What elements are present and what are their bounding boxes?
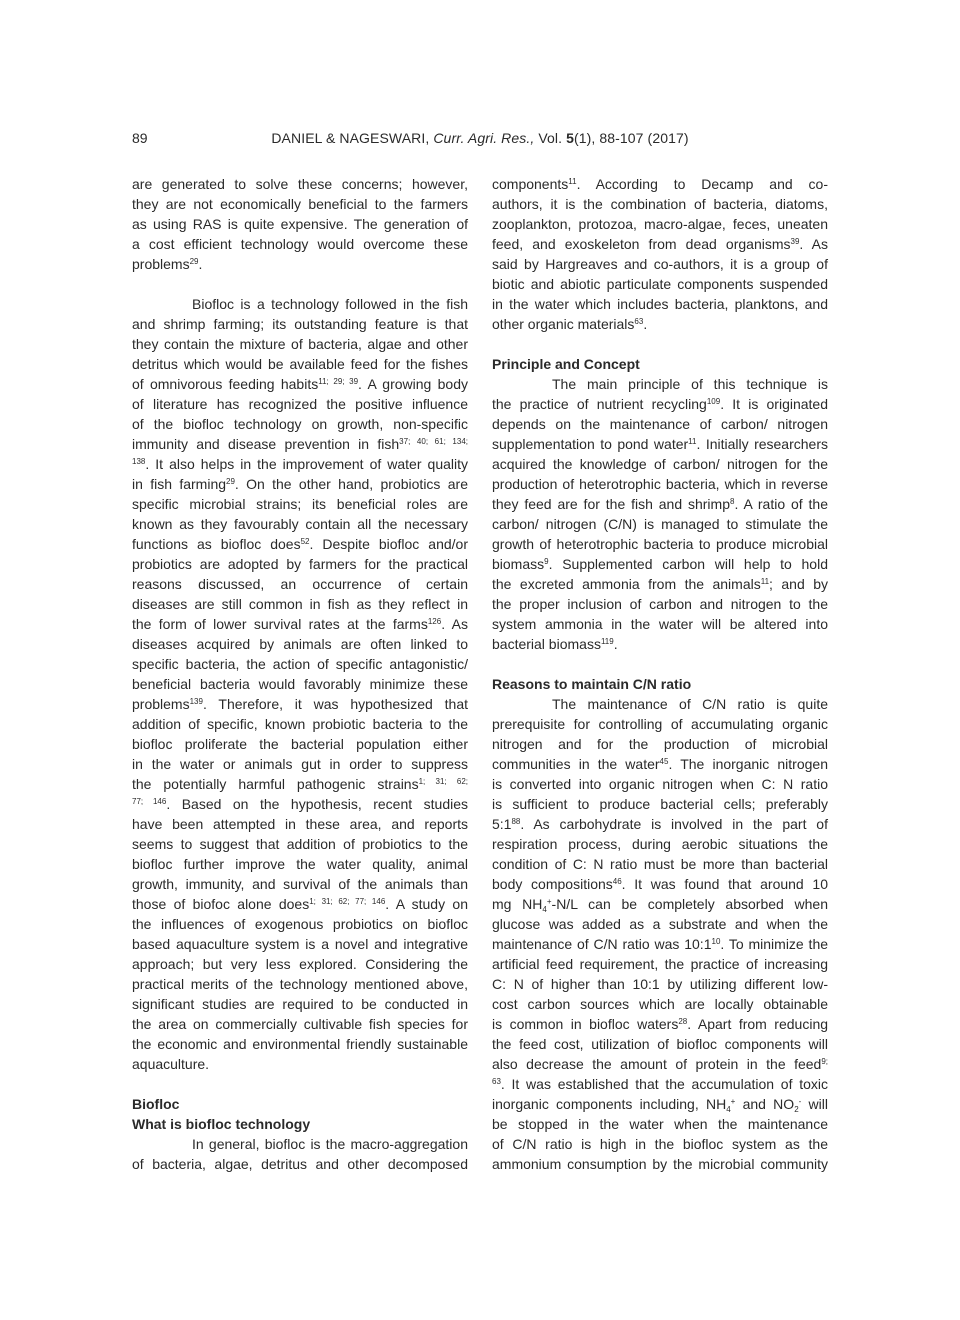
text-line — [132, 1034, 468, 1054]
text-line — [492, 1014, 828, 1034]
text-line — [132, 614, 468, 634]
text-line — [492, 534, 828, 554]
text-run: biofloc proliferate the bacterial population either — [132, 736, 468, 752]
section-heading — [492, 354, 828, 374]
text-line — [492, 714, 828, 734]
text-line — [132, 174, 468, 194]
text-run: . A ratio of the — [734, 496, 828, 512]
text-run: Principle and Concept — [492, 356, 640, 372]
text-line — [492, 1034, 828, 1054]
left-column — [132, 174, 468, 1174]
text-run: . It was found that around 10 — [621, 876, 828, 892]
text-run: of the biofloc technology on growth, non-specific — [132, 416, 468, 432]
text-line — [132, 1054, 468, 1074]
superscript: 63 — [634, 317, 644, 326]
header-issue-pages: (1), 88-107 (2017) — [573, 130, 689, 146]
text-run: they are not economically beneficial to the farmers — [132, 196, 468, 212]
text-run: the excreted ammonia from the animals — [492, 576, 761, 592]
text-line — [132, 274, 468, 294]
text-run: . The inorganic nitrogen — [668, 756, 828, 772]
text-run: are generated to solve these concerns; however, — [132, 176, 468, 192]
text-run: aquaculture. — [132, 1056, 210, 1072]
text-line — [492, 874, 828, 894]
text-line — [132, 914, 468, 934]
superscript: 77; 146 — [132, 797, 167, 806]
text-line — [132, 454, 468, 474]
text-line — [492, 214, 828, 234]
section-heading — [132, 1114, 468, 1134]
text-run: . It was established that the accumulation of toxic — [500, 1076, 828, 1092]
text-run: significant studies are required to be conducted in — [132, 996, 468, 1012]
superscript: 11 — [760, 577, 770, 586]
text-run: communities in the water — [492, 756, 660, 772]
text-line — [492, 314, 828, 334]
text-line — [132, 854, 468, 874]
text-run: the potentially harmful pathogenic strains — [132, 776, 419, 792]
text-line — [132, 334, 468, 354]
text-line — [132, 934, 468, 954]
text-line — [492, 234, 828, 254]
text-line — [492, 374, 828, 394]
superscript: 10 — [711, 937, 721, 946]
text-line — [132, 394, 468, 414]
text-line — [132, 414, 468, 434]
text-run: bacterial biomass — [492, 636, 601, 652]
text-line — [132, 814, 468, 834]
text-line — [132, 494, 468, 514]
text-run: practical merits of the technology mentioned above, — [132, 976, 468, 992]
text-line — [492, 1094, 828, 1114]
text-line — [132, 714, 468, 734]
text-line — [132, 1074, 468, 1094]
text-run: growth, immunity, and survival of the animals than — [132, 876, 468, 892]
text-run: biomass — [492, 556, 545, 572]
text-run: body compositions — [492, 876, 613, 892]
superscript: 11; 29; 39 — [318, 377, 359, 386]
text-line — [132, 994, 468, 1014]
text-run: feed, and exoskeleton from dead organisms — [492, 236, 791, 252]
superscript: 63 — [492, 1077, 501, 1086]
text-run: the proper inclusion of carbon and nitrogen to the — [492, 596, 828, 612]
text-line — [492, 994, 828, 1014]
text-line — [492, 734, 828, 754]
text-run: be stopped in the water when the maintenance — [492, 1116, 828, 1132]
text-run: other organic materials — [492, 316, 635, 332]
text-run: system ammonia in the water will be altered into — [492, 616, 828, 632]
text-run: . Based on the hypothesis, recent studies — [166, 796, 469, 812]
text-run: of C/N ratio is high in the biofloc system as the — [492, 1136, 828, 1152]
text-line — [492, 974, 828, 994]
superscript: 39 — [790, 237, 800, 246]
text-run: known as they favourably contain all the necessary — [132, 516, 468, 532]
superscript: 28 — [678, 1017, 688, 1026]
text-line — [492, 634, 828, 654]
text-run: . Therefore, it was hypothesized that — [202, 696, 468, 712]
text-run: reasons discussed, an occurrence of certain — [132, 576, 468, 592]
text-run: -N/L can be completely absorbed when — [551, 896, 828, 912]
text-run: problems — [132, 696, 190, 712]
subscript: 4 — [726, 1105, 731, 1114]
text-line — [132, 434, 468, 454]
text-run: respiration process, during aerobic situations the — [492, 836, 828, 852]
superscript: 139 — [189, 697, 203, 706]
text-line — [132, 294, 468, 314]
text-line — [492, 914, 828, 934]
text-line — [492, 654, 828, 674]
text-line — [132, 534, 468, 554]
text-run: The main principle of this technique is — [552, 376, 828, 392]
text-run: authors, it is the combination of bacteria, diatoms, — [492, 196, 828, 212]
text-line — [492, 934, 828, 954]
text-run: said by Hargreaves and co-authors, it is a group of — [492, 256, 828, 272]
text-run: . According to Decamp and co- — [576, 176, 828, 192]
text-run: diseases are still common in fish as they reflect in — [132, 596, 468, 612]
text-run: probiotics are adopted by farmers for the practical — [132, 556, 468, 572]
text-line — [492, 454, 828, 474]
text-line — [492, 594, 828, 614]
superscript: 138 — [132, 457, 146, 466]
text-run: . Apart from reducing — [687, 1016, 829, 1032]
text-run: will — [801, 1096, 829, 1112]
text-line — [132, 694, 468, 714]
text-run: glucose was added as a substrate and when the — [492, 916, 828, 932]
text-run: . To minimize the — [720, 936, 829, 952]
page-number: 89 — [132, 130, 148, 146]
text-line — [492, 694, 828, 714]
superscript: 11 — [568, 177, 577, 186]
text-run: approach; but very less explored. Considering the — [132, 956, 468, 972]
text-run: is sufficient to produce bacterial cells; preferably — [492, 796, 828, 812]
text-run: . Initially researchers — [696, 436, 828, 452]
text-run: acquired the knowledge of carbon/ nitrogen for the — [492, 456, 828, 472]
text-run: of literature has recognized the positive influence — [132, 396, 468, 412]
text-line — [132, 354, 468, 374]
superscript: + — [730, 1097, 736, 1106]
text-run: problems — [132, 256, 190, 272]
text-run: the practice of nutrient recycling — [492, 396, 707, 412]
text-line — [492, 834, 828, 854]
text-line — [132, 834, 468, 854]
text-line — [132, 374, 468, 394]
text-line — [132, 894, 468, 914]
text-run: specific microbial strains; its beneficial roles are — [132, 496, 468, 512]
header-authors: DANIEL & NAGESWARI, — [271, 130, 434, 146]
superscript: 126 — [427, 617, 442, 626]
subscript: 4 — [542, 905, 547, 914]
text-run: depends on the maintenance of carbon/ nitrogen — [492, 416, 828, 432]
text-line — [132, 314, 468, 334]
text-line — [132, 474, 468, 494]
text-line — [492, 574, 828, 594]
text-line — [492, 334, 828, 354]
text-line — [132, 634, 468, 654]
superscript: 52 — [300, 537, 310, 546]
text-line — [492, 1054, 828, 1074]
text-run: maintenance of C/N ratio was 10:1 — [492, 936, 712, 952]
text-run: . As — [799, 236, 828, 252]
text-line — [492, 614, 828, 634]
text-line — [492, 1154, 828, 1174]
text-line — [132, 674, 468, 694]
superscript: 1; 31; 62; — [418, 777, 469, 786]
text-run: carbon/ nitrogen (C/N) is managed to stimulate the — [492, 516, 828, 532]
text-line — [492, 894, 828, 914]
text-line — [132, 654, 468, 674]
text-run: cost carbon sources which are locally obtainable — [492, 996, 828, 1012]
text-run: . — [198, 256, 203, 272]
text-run: of omnivorous feeding habits — [132, 376, 319, 392]
text-run: of bacteria, algae, detritus and other decomposed — [132, 1156, 468, 1172]
text-run: have been attempted in these area, and reports — [132, 816, 468, 832]
superscript: 45 — [659, 757, 669, 766]
text-line — [492, 774, 828, 794]
text-line — [132, 234, 468, 254]
text-run: and NO — [735, 1096, 795, 1112]
header-vol-prefix: Vol. — [534, 130, 567, 146]
text-line — [492, 174, 828, 194]
text-line — [492, 954, 828, 974]
text-run: In general, biofloc is the macro-aggregation — [192, 1136, 468, 1152]
superscript: 88 — [511, 817, 521, 826]
text-line — [492, 1074, 828, 1094]
text-run: supplementation to pond water — [492, 436, 689, 452]
text-line — [492, 514, 828, 534]
text-run: detritus which would be available feed for the fishes — [132, 356, 468, 372]
text-run: condition of C: N ratio must be more than bacterial — [492, 856, 828, 872]
text-line — [492, 474, 828, 494]
text-run: . Supplemented carbon will help to hold — [548, 556, 828, 572]
text-line — [492, 1134, 828, 1154]
text-run: mg NH — [492, 896, 543, 912]
superscript: 9 — [544, 557, 549, 566]
text-run: as using RAS is quite expensive. The generation of — [132, 216, 468, 232]
text-run: . As — [441, 616, 468, 632]
text-line — [492, 1114, 828, 1134]
superscript: 29 — [189, 257, 199, 266]
text-line — [492, 754, 828, 774]
text-run: nitrogen and for the production of microbial — [492, 736, 828, 752]
text-line — [132, 1154, 468, 1174]
text-run: beneficial bacteria would favorably minimize these — [132, 676, 468, 692]
text-line — [132, 734, 468, 754]
superscript: 1; 31; 62; 77; 146 — [309, 897, 386, 906]
text-run: seems to suggest that addition of probiotics to the — [132, 836, 468, 852]
subscript: 2 — [794, 1105, 799, 1114]
text-run: specific bacteria, the action of specific antagonistic/ — [132, 656, 468, 672]
text-line — [492, 494, 828, 514]
text-line — [492, 414, 828, 434]
text-run: biofloc further improve the water quality, animal — [132, 856, 468, 872]
text-run: production of heterotrophic bacteria, which in reverse — [492, 476, 828, 492]
superscript: 11 — [688, 437, 697, 446]
text-line — [132, 194, 468, 214]
text-run: artificial feed requirement, the practice of increasing — [492, 956, 828, 972]
text-line — [492, 294, 828, 314]
running-header — [0, 130, 960, 146]
text-line — [492, 194, 828, 214]
header-volume: 5 — [566, 130, 574, 146]
text-run: the feed cost, utilization of biofloc components will — [492, 1036, 828, 1052]
text-run: ammonium consumption by the microbial community — [492, 1156, 828, 1172]
text-run: . It also helps in the improvement of water quality — [145, 456, 468, 472]
text-run: . On the other hand, probiotics are — [234, 476, 468, 492]
text-line — [132, 214, 468, 234]
text-line — [132, 974, 468, 994]
text-run: Biofloc is a technology followed in the fish — [192, 296, 468, 312]
text-run: ; and by — [769, 576, 828, 592]
text-run: also decrease the amount of protein in the feed — [492, 1056, 822, 1072]
text-run: inorganic components including, NH — [492, 1096, 727, 1112]
text-run: they feed are for the fish and shrimp — [492, 496, 730, 512]
superscript: - — [798, 1097, 802, 1106]
text-run: . — [613, 636, 618, 652]
text-run: functions as biofloc does — [132, 536, 301, 552]
superscript: 29 — [226, 477, 235, 486]
text-line — [132, 754, 468, 774]
text-line — [132, 874, 468, 894]
text-line — [132, 254, 468, 274]
text-run: . A growing body — [358, 376, 468, 392]
section-heading — [492, 674, 828, 694]
right-column — [492, 174, 828, 1174]
text-run: immunity and disease prevention in fish — [132, 436, 400, 452]
superscript: 9; — [821, 1057, 828, 1066]
text-line — [132, 1134, 468, 1154]
text-run: . — [643, 316, 648, 332]
text-run: components — [492, 176, 569, 192]
text-line — [492, 434, 828, 454]
text-run: . As carbohydrate is involved in the part of — [520, 816, 828, 832]
text-line — [492, 814, 828, 834]
text-run: What is biofloc technology — [132, 1116, 311, 1132]
superscript: 8 — [730, 497, 735, 506]
text-run: prerequisite for controlling of accumulating organic — [492, 716, 828, 732]
text-run: biotic and abiotic particulate components suspended — [492, 276, 828, 292]
text-line — [132, 594, 468, 614]
text-run: growth of heterotrophic bacteria to produce microbial — [492, 536, 828, 552]
text-run: the area on commercially cultivable fish species for — [132, 1016, 468, 1032]
superscript: 37; 40; 61; 134; — [399, 437, 468, 446]
text-run: and shrimp farming; its outstanding feature is that — [132, 316, 468, 332]
text-line — [132, 954, 468, 974]
superscript: 109 — [706, 397, 721, 406]
superscript: 46 — [612, 877, 622, 886]
text-line — [132, 774, 468, 794]
section-heading — [132, 1094, 468, 1114]
text-run: 5:1 — [492, 816, 512, 832]
text-run: . Despite biofloc and/or — [309, 536, 468, 552]
superscript: 119 — [600, 637, 614, 646]
text-line — [492, 394, 828, 414]
text-run: in the water which includes bacteria, planktons, and — [492, 296, 828, 312]
text-run: in the water or animals gut in order to suppress — [132, 756, 468, 772]
text-run: the form of lower survival rates at the farms — [132, 616, 428, 632]
text-run: The maintenance of C/N ratio is quite — [552, 696, 828, 712]
text-line — [492, 554, 828, 574]
text-run: is converted into organic nitrogen when C: N ratio — [492, 776, 828, 792]
text-line — [132, 554, 468, 574]
text-run: diseases acquired by animals are often linked to — [132, 636, 468, 652]
text-run: addition of specific, known probiotic bacteria to the — [132, 716, 468, 732]
text-run: a cost efficient technology would overcome these — [132, 236, 468, 252]
text-line — [492, 274, 828, 294]
header-journal: Curr. Agri. Res., — [433, 130, 535, 146]
text-run: . It is originated — [720, 396, 829, 412]
text-run: zooplankton, protozoa, macro-algae, feces, uneaten — [492, 216, 828, 232]
text-line — [492, 854, 828, 874]
text-run: the economic and environmental friendly sustainable — [132, 1036, 468, 1052]
text-run: those of biofoc alone does — [132, 896, 310, 912]
superscript: + — [546, 897, 552, 906]
text-run: Reasons to maintain C/N ratio — [492, 676, 692, 692]
text-line — [132, 1014, 468, 1034]
text-run: they contain the mixture of bacteria, algae and other — [132, 336, 468, 352]
text-line — [132, 574, 468, 594]
text-run: the influences of exogenous probiotics on biofloc — [132, 916, 468, 932]
text-line — [492, 794, 828, 814]
text-line — [132, 794, 468, 814]
text-run: in fish farming — [132, 476, 227, 492]
text-line — [492, 254, 828, 274]
text-line — [132, 514, 468, 534]
text-run: based aquaculture system is a novel and integrative — [132, 936, 468, 952]
text-run: is common in biofloc waters — [492, 1016, 679, 1032]
text-run: C: N of higher than 10:1 by utilizing different low- — [492, 976, 828, 992]
text-run: . A study on — [385, 896, 468, 912]
text-run: Biofloc — [132, 1096, 180, 1112]
